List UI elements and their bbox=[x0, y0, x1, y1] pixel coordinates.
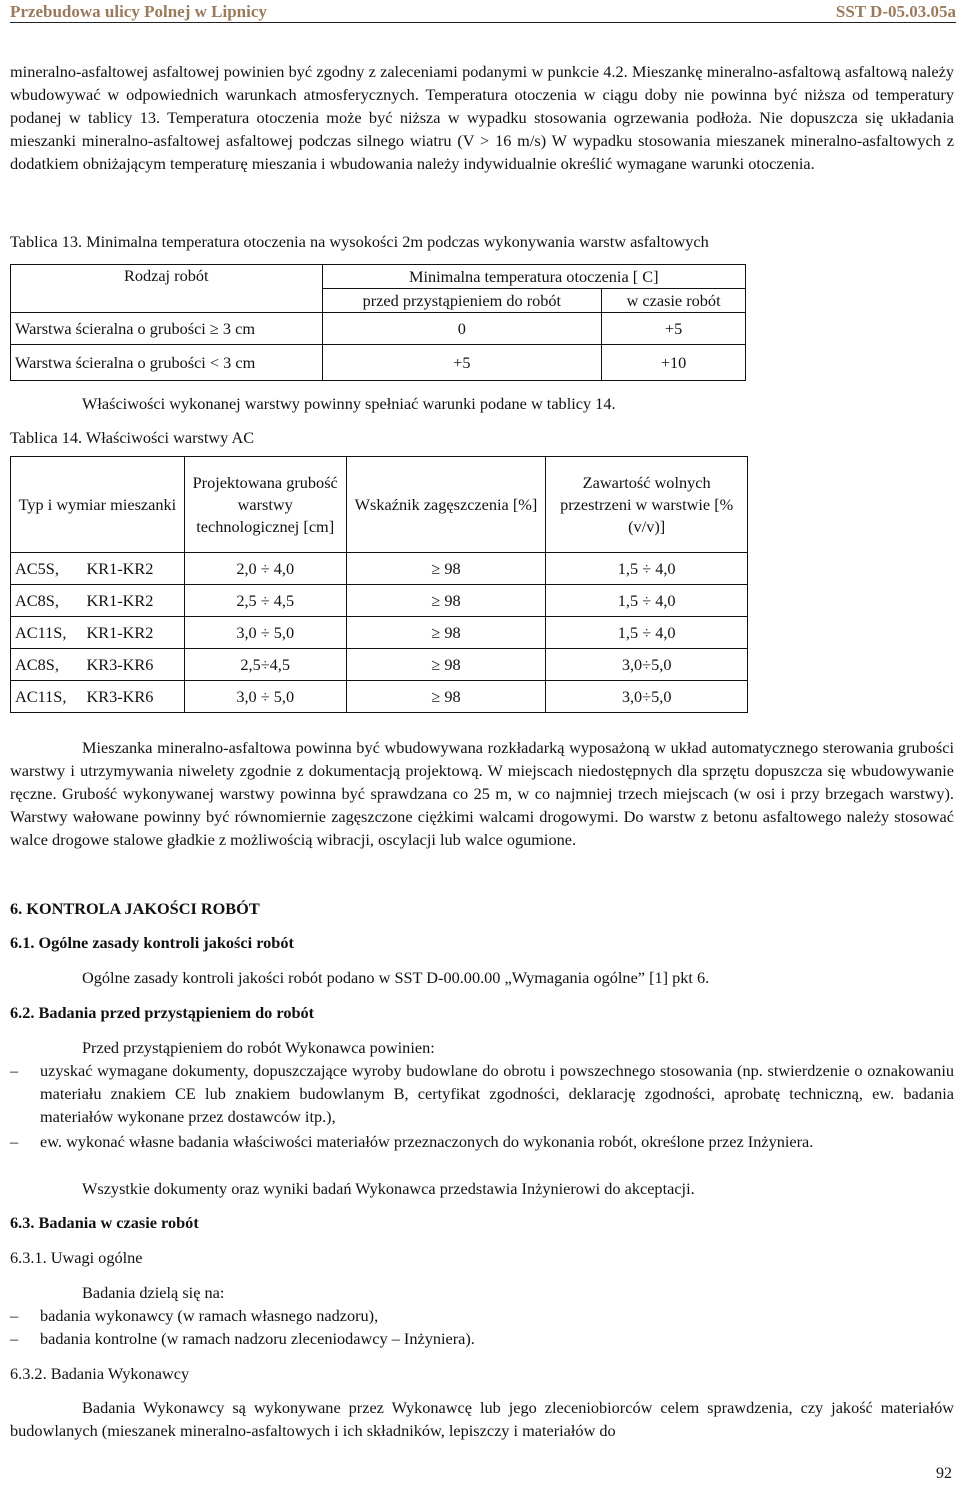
document-title: Przebudowa ulicy Polnej w Lipnicy bbox=[10, 2, 267, 21]
paragraph-6-3-1: Badania dzielą się na: bbox=[82, 1283, 225, 1302]
paragraph-6-2-documents: Wszystkie dokumenty oraz wyniki badań Wykonawca przedstawia Inżynierowi do akceptacji. bbox=[82, 1179, 695, 1198]
list-item: – badania wykonawcy (w ramach własnego nadzoru), bbox=[10, 1306, 379, 1325]
table14-caption: Tablica 14. Właściwości warstwy AC bbox=[10, 428, 255, 447]
table14-header-type: Typ i wymiar mieszanki bbox=[11, 457, 185, 553]
table-row: AC11S, KR3-KR6 3,0 ÷ 5,0 ≥ 98 3,0÷5,0 bbox=[11, 681, 748, 713]
table-row: AC11S, KR1-KR2 3,0 ÷ 5,0 ≥ 98 1,5 ÷ 4,0 bbox=[11, 617, 748, 649]
paragraph-6-1: Ogólne zasady kontroli jakości robót podano w SST D-00.00.00 „Wymagania ogólne” [1] pkt 6. bbox=[82, 968, 710, 987]
dash-bullet: – bbox=[10, 1306, 19, 1325]
table-row: AC8S, KR3-KR6 2,5÷4,5 ≥ 98 3,0÷5,0 bbox=[11, 649, 748, 681]
table-row: AC5S, KR1-KR2 2,0 ÷ 4,0 ≥ 98 1,5 ÷ 4,0 bbox=[11, 553, 748, 585]
list-item: – badania kontrolne (w ramach nadzoru zleceniodawcy – Inżyniera). bbox=[10, 1329, 475, 1348]
table-row: AC8S, KR1-KR2 2,5 ÷ 4,5 ≥ 98 1,5 ÷ 4,0 bbox=[11, 585, 748, 617]
table13-header-before: przed przystąpieniem do robót bbox=[322, 289, 602, 313]
section-heading-6-3-1: 6.3.1. Uwagi ogólne bbox=[10, 1248, 143, 1267]
section-heading-6-3-2: 6.3.2. Badania Wykonawcy bbox=[10, 1364, 190, 1383]
table-row: Warstwa ścieralna o grubości < 3 cm +5 +10 bbox=[11, 345, 746, 381]
list-item: – uzyskać wymagane dokumenty, dopuszczające wyroby budowlane do obrotu i powszechnego stosowania (np. stwierdzenie o oznakowaniu materiału znakiem CE lub znakiem budowlanym B, certyfikat zgodności, deklarację zgodności, aprobatę techniczną, ew. badania materiałów wykonane przez dostawców itp.), bbox=[10, 1061, 954, 1126]
table13-header-work: Rodzaj robót bbox=[11, 265, 323, 313]
section-heading-6-1: 6.1. Ogólne zasady kontroli jakości robót bbox=[10, 933, 294, 952]
dash-bullet: – bbox=[10, 1061, 19, 1080]
paragraph-6-3-2: Badania Wykonawcy są wykonywane przez Wykonawcę lub jego zleceniobiorców celem sprawdzenia, czy jakość materiałów budowlanych (mieszanek mineralno-asfaltowych i ich składników, lepiszczy i materiałów do bbox=[10, 1398, 954, 1440]
section-heading-6: 6. KONTROLA JAKOŚCI ROBÓT bbox=[10, 899, 260, 918]
page-number: 92 bbox=[936, 1465, 952, 1482]
paragraph-paving: Mieszanka mineralno-asfaltowa powinna być wbudowywana rozkładarką wyposażoną w układ automatycznego sterowania grubości warstwy i utrzymywania niwelety zgodnie z dokumentacją projektową. W miejscach niedostępnych dla sprzętu dopuszcza się wbudowywanie ręczne. Grubość wykonywanej warstwy powinna być sprawdzana co 25 m, w co najmniej trzech miejscach (w osi i przy brzegach warstwy). Warstwy wałowane powinny być równomiernie zagęszczone ciężkimi walcami drogowymi. Do warstw z betonu asfaltowego należy stosować walce drogowe stalowe gładkie z możliwością wibracji, oscylacji lub walce ogumione. bbox=[10, 738, 954, 849]
section-heading-6-3: 6.3. Badania w czasie robót bbox=[10, 1213, 199, 1232]
section-heading-6-2: 6.2. Badania przed przystąpieniem do robót bbox=[10, 1003, 315, 1022]
table13-header-temp: Minimalna temperatura otoczenia [ C] bbox=[322, 265, 745, 289]
document-code: SST D-05.03.05a bbox=[835, 2, 956, 21]
paragraph-conditions: mineralno-asfaltowej asfaltowej powinien być zgodny z zaleceniami podanymi w punkcie 4.2. Mieszankę mineralno-asfaltową asfaltową należy wbudowywać w odpowiednich warunkach atmosferycznych. Temperatura otoczenia w ciągu doby nie powinna być niższa od temperatury podanej w tablicy 13. Temperatura otoczenia może być niższa w wypadku stosowania ogrzewania podłoża. Nie dopuszcza się układania mieszanki mineralno-asfaltowej asfaltowej podczas silnego wiatru (V > 16 m/s) W wypadku stosowania mieszanek mineralno-asfaltowych z dodatkiem obniżającym temperaturę mieszania i wbudowania należy indywidualnie określić wymagane warunki otoczenia. bbox=[10, 62, 954, 173]
page-header bbox=[10, 0, 956, 23]
table13-header-during: w czasie robót bbox=[602, 289, 746, 313]
table13-caption: Tablica 13. Minimalna temperatura otoczenia na wysokości 2m podczas wykonywania warstw asfaltowych bbox=[10, 232, 709, 251]
table14-header-compaction: Wskaźnik zagęszczenia [%] bbox=[346, 457, 546, 553]
paragraph-6-2: Przed przystąpieniem do robót Wykonawca powinien: bbox=[82, 1038, 435, 1057]
table13 bbox=[10, 264, 746, 381]
table14 bbox=[10, 456, 748, 713]
list-item: – ew. wykonać własne badania właściwości materiałów przeznaczonych do wykonania robót, określone przez Inżyniera. bbox=[10, 1132, 814, 1151]
table14-header-thickness: Projektowana grubość warstwy technologicznej [cm] bbox=[184, 457, 346, 553]
table14-header-voids: Zawartość wolnych przestrzeni w warstwie [%(v/v)] bbox=[546, 457, 748, 553]
paragraph-properties: Właściwości wykonanej warstwy powinny spełniać warunki podane w tablicy 14. bbox=[82, 394, 616, 413]
dash-bullet: – bbox=[10, 1132, 19, 1151]
table-row: Warstwa ścieralna o grubości ≥ 3 cm 0 +5 bbox=[11, 313, 746, 345]
dash-bullet: – bbox=[10, 1329, 19, 1348]
